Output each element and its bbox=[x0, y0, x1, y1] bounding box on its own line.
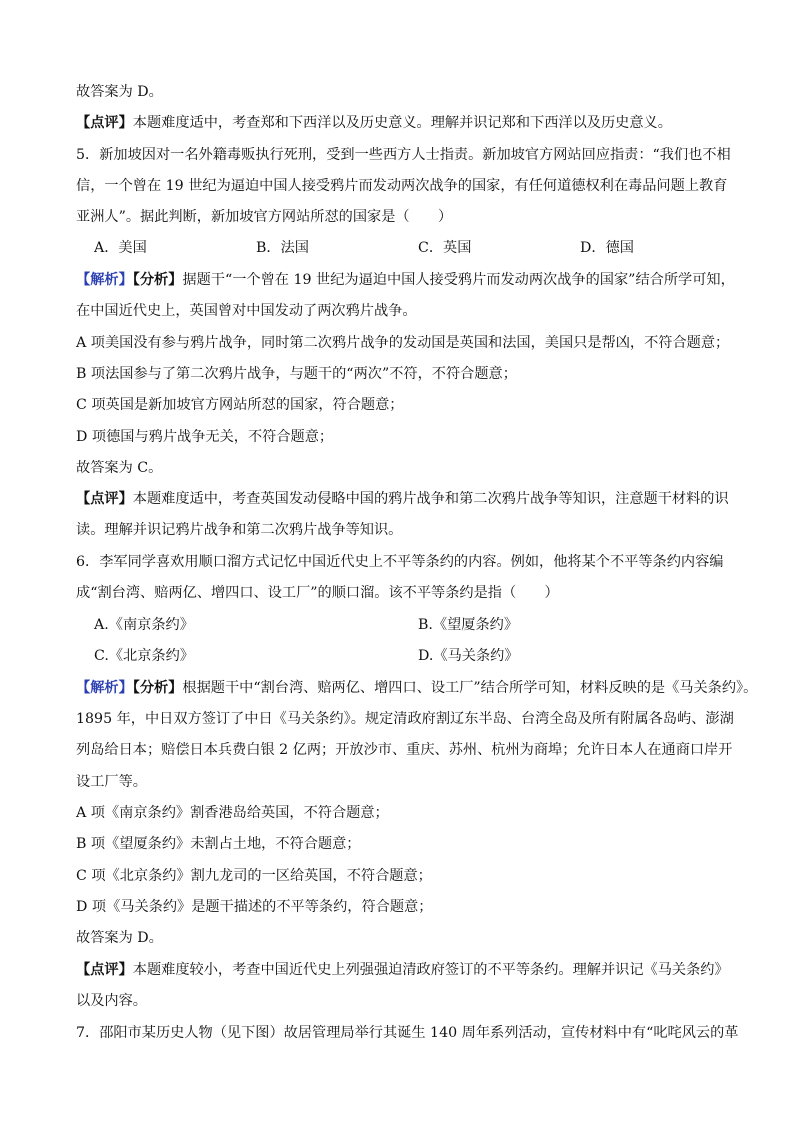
question-5-line-3: 亚洲人”。据此判断，新加坡官方网站所怼的国家是（ ） bbox=[76, 209, 453, 225]
analysis-6-line-2: 1895 年，中日双方签订了中日《马关条约》。规定清政府割辽东半岛、台湾全岛及所有附属各岛屿、澎湖 bbox=[76, 711, 734, 727]
analysis-5-line-1 bbox=[76, 270, 734, 290]
analysis-6-line-6: B 项《望厦条约》未割占土地，不符合题意； bbox=[76, 836, 361, 852]
comment-6-line-1 bbox=[76, 960, 734, 980]
analysis-5-line-6: D 项德国与鸦片战争无关，不符合题意； bbox=[76, 429, 334, 445]
analysis-5-line-4: B 项法国参与了第二次鸦片战争，与题干的“两次”不符，不符合题意； bbox=[76, 366, 517, 382]
analysis-6-line-5: A 项《南京条约》割香港岛给英国，不符合题意； bbox=[76, 805, 389, 821]
comment-text: 本题难度适中，考查英国发动侵略中国的鸦片战争和第二次鸦片战争等知识，注意题干材料的识 bbox=[132, 491, 729, 507]
q6-option-b: B.《望厦条约》 bbox=[418, 617, 519, 633]
answer-5-conclusion: 故答案为 C。 bbox=[76, 460, 163, 476]
question-5-line-1: 5．新加坡因对一名外籍毒贩执行死刑，受到一些西方人士指责。新加坡官方网站回应指责：“我们也不相 bbox=[76, 147, 731, 163]
comment-tag: 【点评】 bbox=[76, 962, 133, 978]
comment-5-line-2: 读。理解并识记鸦片战争和第二次鸦片战争等知识。 bbox=[76, 522, 403, 538]
question-6-line-2: 成“割台湾、赔两亿、增四口、设工厂”的顺口溜。该不平等条约是指（ ） bbox=[76, 585, 559, 601]
question-6-line-1: 6．李军同学喜欢用顺口溜方式记忆中国近代史上不平等条约的内容。例如，他将某个不平等条约内容编 bbox=[76, 554, 724, 570]
question-5-line-2: 信，一个曾在 19 世纪为逼迫中国人接受鸦片而发动两次战争的国家，有任何道德权利在毒品问题上教育 bbox=[76, 178, 728, 194]
q6-option-a: A.《南京条约》 bbox=[94, 617, 194, 633]
analysis-5-line-3: A 项美国没有参与鸦片战争，同时第二次鸦片战争的发动国是英国和法国，美国只是帮凶，不符合题意； bbox=[76, 335, 730, 351]
answer-4-conclusion: 故答案为 D。 bbox=[76, 84, 163, 100]
comment-text: 本题难度适中，考查郑和下西洋以及历史意义。理解并识记郑和下西洋以及历史意义。 bbox=[132, 115, 672, 131]
answer-6-conclusion: 故答案为 D。 bbox=[76, 930, 163, 946]
comment-6-line-2: 以及内容。 bbox=[76, 993, 147, 1009]
q5-option-a: A．美国 bbox=[94, 240, 147, 256]
question-7-line-1: 7．邵阳市某历史人物（见下图）故居管理局举行其诞生 140 周年系列活动，宣传材料中有“叱咤风云的革 bbox=[76, 1025, 739, 1041]
analysis-5-line-5: C 项英国是新加坡官方网站所怼的国家，符合题意； bbox=[76, 397, 404, 413]
analysis-6-line-3: 列岛给日本；赔偿日本兵费白银 2 亿两；开放沙市、重庆、苏州、杭州为商埠；允许日本人在通商口岸开 bbox=[76, 742, 733, 758]
analysis-text: 据题干“一个曾在 19 世纪为逼迫中国人接受鸦片而发动两次战争的国家”结合所学可知， bbox=[182, 272, 735, 288]
q6-option-d: D.《马关条约》 bbox=[418, 648, 519, 664]
analysis-sub-tag: 【分析】 bbox=[132, 680, 183, 696]
q5-option-c: C．英国 bbox=[418, 240, 472, 256]
analysis-6-line-7: C 项《北京条约》割九龙司的一区给英国，不符合题意； bbox=[76, 868, 432, 884]
analysis-tag: 【解析】 bbox=[76, 680, 133, 696]
q5-option-b: B．法国 bbox=[256, 240, 309, 256]
analysis-tag: 【解析】 bbox=[76, 272, 133, 288]
comment-text: 本题难度较小，考查中国近代史上列强强迫清政府签订的不平等条约。理解并识记《马关条约》 bbox=[132, 962, 729, 978]
analysis-6-line-4: 设工厂等。 bbox=[76, 774, 147, 790]
analysis-sub-tag: 【分析】 bbox=[132, 272, 183, 288]
analysis-6-line-8: D 项《马关条约》是题干描述的不平等条约，符合题意； bbox=[76, 899, 433, 915]
comment-tag: 【点评】 bbox=[76, 491, 133, 507]
q6-option-c: C.《北京条约》 bbox=[94, 648, 194, 664]
analysis-5-line-2: 在中国近代史上，英国曾对中国发动了两次鸦片战争。 bbox=[76, 303, 417, 319]
comment-5-line-1 bbox=[76, 489, 734, 509]
analysis-text: 根据题干中“割台湾、赔两亿、增四口、设工厂”结合所学可知，材料反映的是《马关条约》。 bbox=[182, 680, 758, 696]
analysis-6-line-1 bbox=[76, 678, 758, 698]
comment-4 bbox=[76, 113, 734, 133]
q5-option-d: D．德国 bbox=[580, 240, 634, 256]
comment-tag: 【点评】 bbox=[76, 115, 133, 131]
